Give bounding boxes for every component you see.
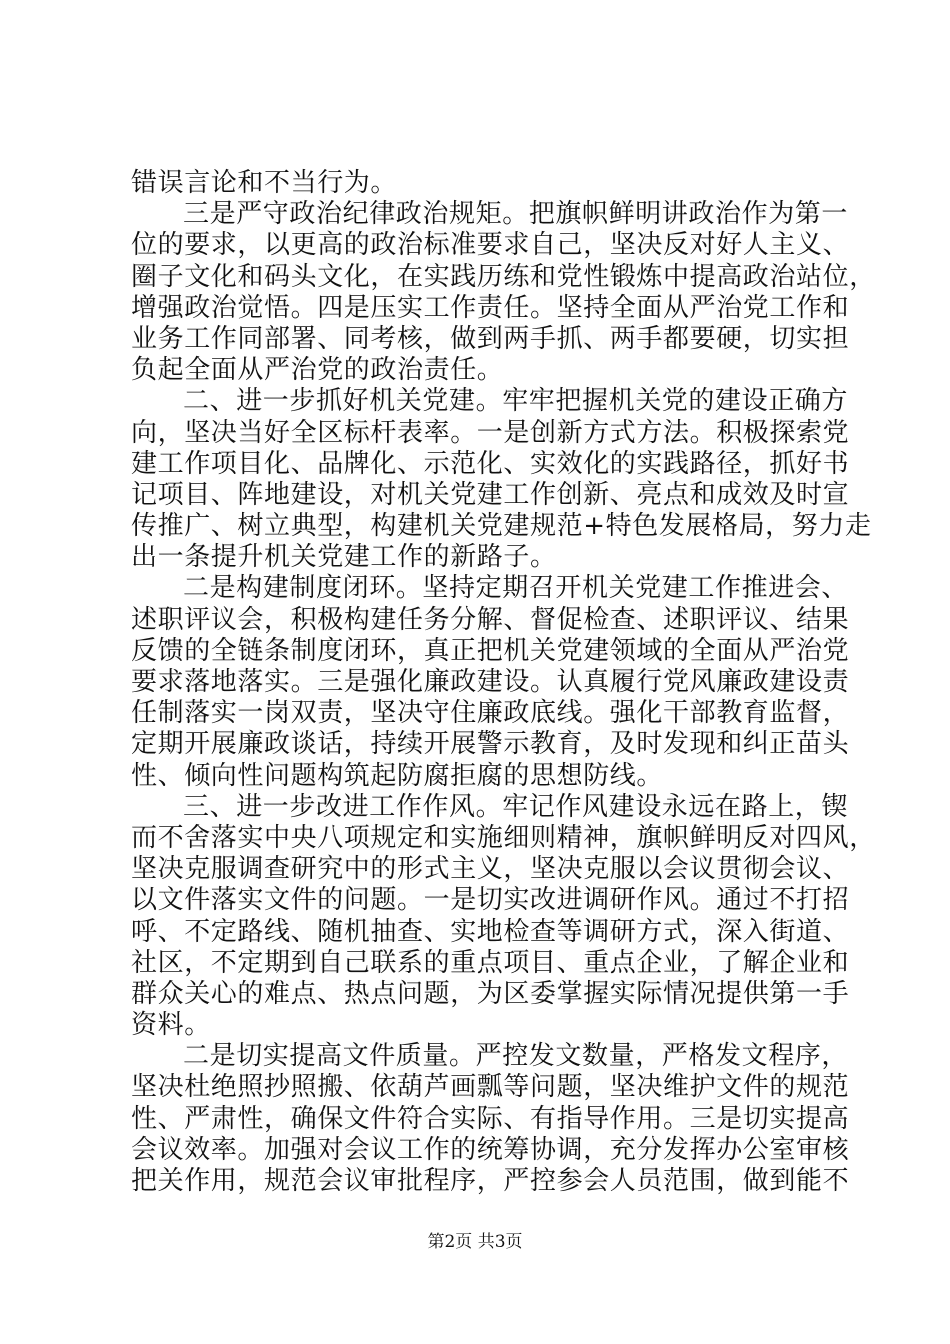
page-number-footer: 第2页 共3页 — [427, 1232, 523, 1252]
text-line: 以文件落实文件的问题。一是切实改进调研作风。通过不打招 — [131, 885, 850, 916]
text-line: 位的要求，以更高的政治标准要求自己，坚决反对好人主义、 — [131, 230, 850, 261]
text-line: 述职评议会，积极构建任务分解、督促检查、述职评议、结果 — [131, 604, 850, 635]
document-body — [131, 168, 876, 1197]
text-line: 要求落地落实。三是强化廉政建设。认真履行党风廉政建设责 — [131, 667, 850, 697]
paragraph-start-line: 二是构建制度闭环。坚持定期召开机关党建工作推进会、 — [183, 573, 849, 604]
text-line: 定期开展廉政谈话，持续开展警示教育，及时发现和纠正苗头 — [131, 729, 850, 760]
text-line: 负起全面从严治党的政治责任。 — [131, 355, 504, 386]
paragraph-start-line: 二、进一步抓好机关党建。牢牢把握机关党的建设正确方 — [183, 386, 849, 417]
text-line: 错误言论和不当行为。 — [131, 168, 398, 198]
text-line: 群众关心的难点、热点问题，为区委掌握实际情况提供第一手 — [131, 978, 850, 1009]
text-line: 呼、不定路线、随机抽查、实地检查等调研方式，深入街道、 — [131, 916, 850, 947]
text-line: 坚决克服调查研究中的形式主义，坚决克服以会议贯彻会议、 — [131, 854, 850, 885]
text-line: 坚决杜绝照抄照搬、依葫芦画瓢等问题，坚决维护文件的规范 — [131, 1072, 850, 1103]
text-line: 社区，不定期到自己联系的重点项目、重点企业，了解企业和 — [131, 947, 850, 978]
text-line: 性、倾向性问题构筑起防腐拒腐的思想防线。 — [131, 760, 664, 791]
text-line: 会议效率。加强对会议工作的统筹协调，充分发挥办公室审核 — [131, 1134, 850, 1165]
text-line: 而不舍落实中央八项规定和实施细则精神，旗帜鲜明反对四风， — [131, 822, 876, 853]
text-line: 出一条提升机关党建工作的新路子。 — [131, 542, 557, 573]
text-line: 把关作用，规范会议审批程序，严控参会人员范围，做到能不 — [131, 1166, 850, 1196]
text-line: 记项目、阵地建设，对机关党建工作创新、亮点和成效及时宣 — [131, 479, 850, 510]
text-line: 增强政治觉悟。四是压实工作责任。坚持全面从严治党工作和 — [131, 292, 850, 323]
text-line: 资料。 — [131, 1010, 211, 1041]
paragraph-start-line: 二是切实提高文件质量。严控发文数量，严格发文程序， — [183, 1041, 849, 1072]
text-line: 反馈的全链条制度闭环，真正把机关党建领域的全面从严治党 — [131, 635, 850, 666]
text-line: 向，坚决当好全区标杆表率。一是创新方式方法。积极探索党 — [131, 417, 850, 448]
text-line: 传推广、树立典型，构建机关党建规范+特色发展格局，努力走 — [131, 511, 872, 542]
paragraph-start-line: 三、进一步改进工作作风。牢记作风建设永远在路上，锲 — [183, 791, 849, 822]
text-line: 任制落实一岗双责，坚决守住廉政底线。强化干部教育监督， — [131, 698, 850, 729]
paragraph-start-line: 三是严守政治纪律政治规矩。把旗帜鲜明讲政治作为第一 — [183, 199, 849, 230]
text-line: 建工作项目化、品牌化、示范化、实效化的实践路径，抓好书 — [131, 448, 850, 479]
text-line: 圈子文化和码头文化，在实践历练和党性锻炼中提高政治站位， — [131, 261, 876, 292]
text-line: 性、严肃性，确保文件符合实际、有指导作用。三是切实提高 — [131, 1103, 850, 1134]
text-line: 业务工作同部署、同考核，做到两手抓、两手都要硬，切实担 — [131, 323, 850, 354]
